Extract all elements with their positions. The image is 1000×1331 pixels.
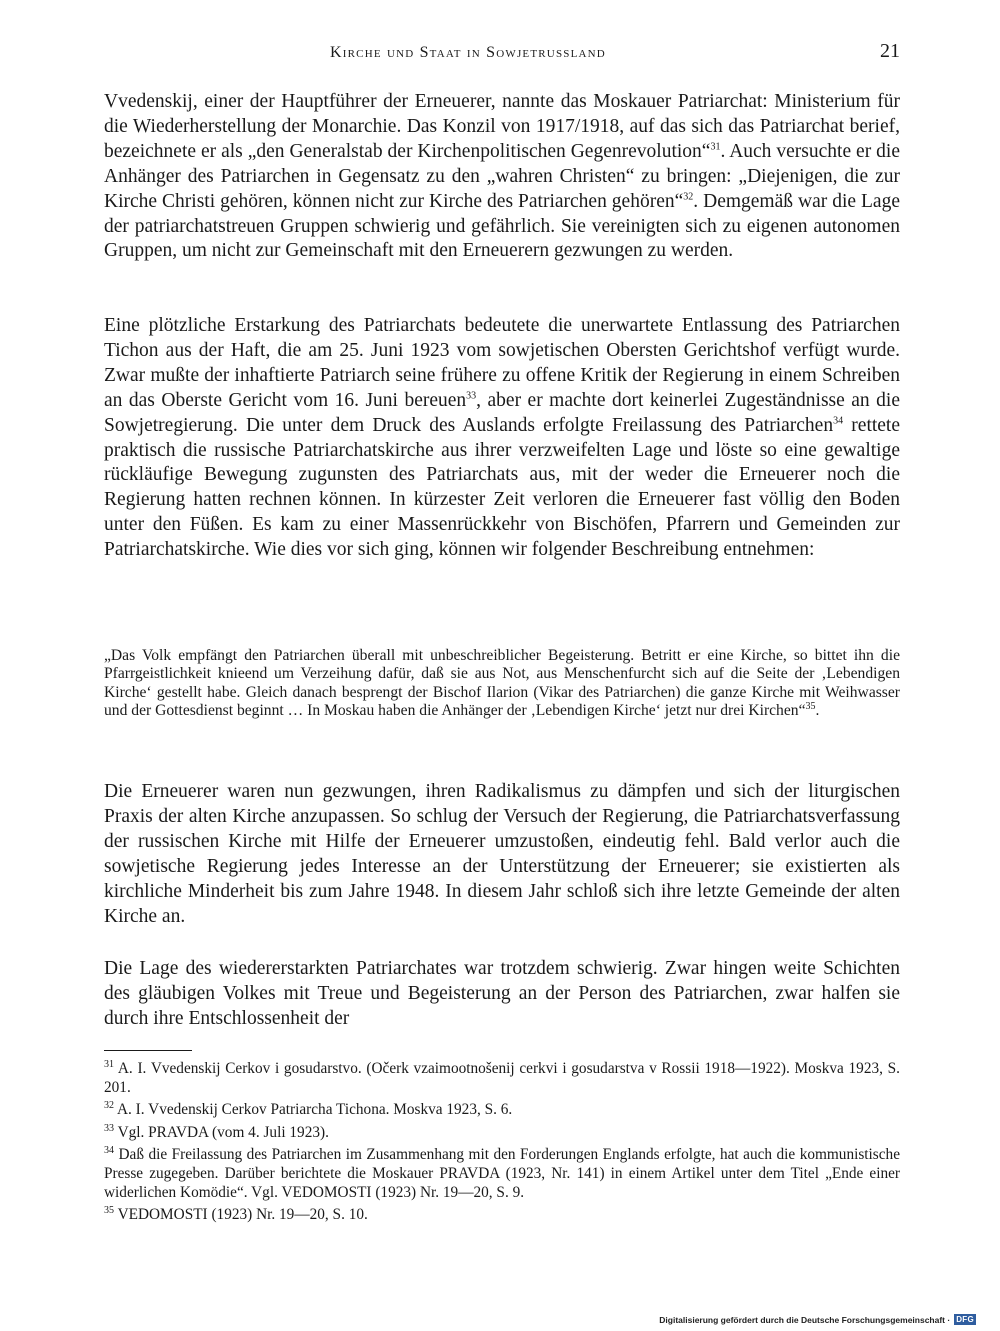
block-quote (104, 647, 900, 780)
text-run: Eine plötzliche Erstarkung des Patriarchats bedeutete die unerwartete Entlassung des Patriarchen Tichon aus der Haft, die am 25. Juni 1923 vom sowjetischen Obersten Gerichtshof verfügt wurde. Zwar mußte der inhaftierte Patriarch seine frühere zu offene Kritik der Regierung in einem Schreiben an das Oberste Gericht vom 16. Juni bereuen (104, 315, 900, 411)
footnote (104, 1146, 900, 1202)
footnote-number: 34 (104, 1145, 114, 1157)
footnote-text: A. I. Vvedenskij Cerkov i gosudarstvo. (Očerk vzaimootnošenij cerkvi i gosudarstva v Rossii 1918—1922). Moskva 1923, S. 201. (104, 1060, 900, 1096)
text-run: . Demgemäß war die Lage der patriarchatstreuen Gruppen schwierig und gefährlich. Sie vereinigten sich zu eigenen autonomen Gruppen, um nicht zur Gemeinschaft mit den Erneuerern gezwungen zu werden. (104, 190, 900, 262)
digitization-credit (659, 1314, 976, 1325)
running-title: Kirche und Staat in Sowjetrussland (330, 44, 606, 61)
footnote-text: A. I. Vvedenskij Cerkov Patriarcha Tichona. Moskva 1923, S. 6. (116, 1101, 513, 1119)
footnote-number: 33 (104, 1122, 114, 1134)
paragraph (104, 957, 900, 1032)
paragraph (104, 90, 900, 314)
text-run: Die Lage des wiedererstarkten Patriarchates war trotzdem schwierig. Zwar hingen weite Schichten des gläubigen Volkes mit Treue und Begeisterung an der Person des Patriarchen, zwar halfen sie durch ihre Entschlossenheit der (104, 958, 900, 1029)
footnote-text: Vgl. PRAVDA (vom 4. Juli 1923). (117, 1123, 329, 1141)
footnote-ref: 34 (833, 415, 844, 427)
footnote (104, 1206, 900, 1225)
footnote (104, 1060, 900, 1097)
text-run: . (815, 702, 820, 720)
text-run: „Das Volk empfängt den Patriarchen überall mit unbeschreiblicher Begeisterung. Betritt er eine Kirche, so bittet ihn die Pfarrgeistlichkeit knieend um Verzeihung dafür, daß sie aus Not, aus Menschenfurcht sich auf die Seite der ‚Lebendigen Kirche‘ gestellt habe. Gleich danach besprengt der Bischof Ilarion (Vikar des Patriarchen) die ganze Kirche mit Weihwasser und der Gottesdienst beginnt … In Moskau haben die Anhänger der ‚Lebendigen Kirche‘ jetzt nur drei Kirchen“ (104, 647, 900, 720)
footnote (104, 1124, 900, 1143)
running-head (104, 38, 900, 68)
text-run: . Auch versuchte er die Anhänger des Patriarchen in Gegensatz zu den „wahren Christen“ zu bringen: „Diejenigen, die zur Kirche Christi gehören, können nicht zur Kirche des Patriarchen gehören“ (104, 140, 900, 212)
footnote-number: 35 (104, 1205, 114, 1217)
dfg-logo: DFG (956, 1315, 974, 1324)
footnote (104, 1101, 900, 1120)
quote-paragraph (104, 647, 900, 721)
paragraph (104, 780, 900, 957)
page-number: 21 (880, 40, 900, 62)
text-run: Vvedenskij, einer der Hauptführer der Erneuerer, nannte das Moskauer Patriarchat: Ministerium für die Wiederherstellung der Monarchie. Das Konzil von 1917/1918, auf das sich das Patriarchat berief, bezeichnete er als „den Generalstab der Kirchenpolitischen Gegenrevolution“ (104, 91, 900, 162)
text-run: rettete praktisch die russische Patriarchatskirche aus ihrer verzweifelten Lage und löste so eine gewaltige rückläufige Bewegung zugunsten des Patriarchats aus, mit der weder die Erneuerer noch die Regierung hatten rechnen können. In kürzester Zeit verloren die Erneuerer fast völlig den Boden unter den Füßen. Es kam zu einer Massenrückkehr von Bischöfen, Pfarrern und Gemeinden zur Patriarchatskirche. Wie dies vor sich ging, können wir folgender Beschreibung entnehmen: (104, 414, 901, 561)
footnote-ref: 31 (710, 141, 721, 153)
footnote-ref: 33 (466, 390, 477, 402)
footnote-number: 32 (104, 1100, 114, 1112)
footnote-ref: 35 (805, 701, 816, 713)
footnote-divider (104, 1050, 192, 1051)
footnote-number: 31 (104, 1058, 114, 1070)
text-run: Die Erneuerer waren nun gezwungen, ihren Radikalismus zu dämpfen und sich der liturgischen Praxis der alten Kirche anzupassen. So schlug der Versuch der Regierung, die Patriarchatsverfassung der russischen Kirche mit Hilfe der Erneuerer umzustoßen, eindeutig fehl. Bald verlor auch die sowjetische Regierung jedes Interesse an der Unterstützung der Erneuerer; sie existierten als kirchliche Minderheit bis zum Jahre 1948. In diesem Jahr schloß sich ihre letzte Gemeinde der alten Kirche an. (104, 781, 900, 927)
body-text (104, 90, 900, 1032)
paragraph (104, 314, 900, 644)
footnote-text: VEDOMOSTI (1923) Nr. 19—20, S. 10. (117, 1206, 368, 1224)
footnote-ref: 32 (683, 191, 694, 203)
footnotes (104, 1060, 900, 1229)
text-run: , aber er machte dort keinerlei Zugeständnisse an die Sowjetregierung. Die unter dem Druck des Auslands erfolgte Freilassung des Patriarchen (104, 389, 900, 436)
footnote-text: Daß die Freilassung des Patriarchen im Zusammenhang mit den Forderungen Englands erfolgte, hat auch die kommunistische Presse zugegeben. Darüber berichtete die Moskauer PRAVDA (1923, Nr. 141) in einem Artikel unter dem Titel „Ende einer widerlichen Komödie“. Vgl. VEDOMOSTI (1923) Nr. 19—20, S. 9. (104, 1146, 900, 1201)
credit-text: Digitalisierung gefördert durch die Deutsche Forschungsgemeinschaft · (659, 1314, 951, 1325)
